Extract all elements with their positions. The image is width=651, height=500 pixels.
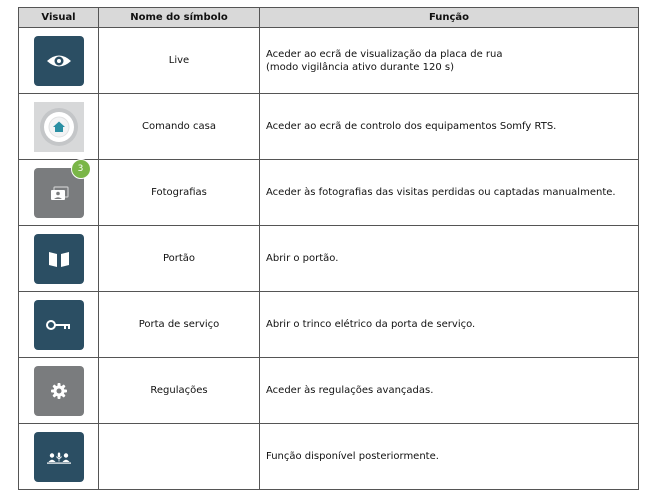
symbol-name: Portão	[99, 226, 260, 292]
header-function: Função	[260, 8, 639, 28]
key-tile	[34, 300, 84, 350]
contacts-icon	[34, 432, 84, 482]
symbol-function: Aceder às regulações avançadas.	[260, 358, 639, 424]
header-row	[19, 8, 639, 28]
gate-icon	[34, 234, 84, 284]
table-row	[19, 292, 639, 358]
home-icon	[34, 102, 84, 152]
symbol-name	[99, 424, 260, 490]
key-icon	[34, 300, 84, 350]
table-row	[19, 358, 639, 424]
symbol-name: Live	[99, 28, 260, 94]
live-tile	[34, 36, 84, 86]
table-row	[19, 160, 639, 226]
settings-tile	[34, 366, 84, 416]
eye-icon	[34, 36, 84, 86]
table-row	[19, 424, 639, 490]
home-tile	[34, 102, 84, 152]
symbol-name: Fotografias	[99, 160, 260, 226]
contacts-tile	[34, 432, 84, 482]
gate-tile	[34, 234, 84, 284]
symbols-table	[18, 7, 639, 490]
table-row	[19, 28, 639, 94]
symbol-name: Regulações	[99, 358, 260, 424]
table-row	[19, 94, 639, 160]
symbol-function: Abrir o trinco elétrico da porta de serviço.	[260, 292, 639, 358]
gear-icon	[34, 366, 84, 416]
symbol-name: Comando casa	[99, 94, 260, 160]
table-row	[19, 226, 639, 292]
symbol-function: Aceder às fotografias das visitas perdidas ou captadas manualmente.	[260, 160, 639, 226]
symbol-name: Porta de serviço	[99, 292, 260, 358]
photos-count-badge: 3	[71, 159, 91, 179]
header-name: Nome do símbolo	[99, 8, 260, 28]
header-visual: Visual	[19, 8, 99, 28]
symbol-function: Aceder ao ecrã de controlo dos equipamentos Somfy RTS.	[260, 94, 639, 160]
symbol-function: Função disponível posteriormente.	[260, 424, 639, 490]
symbol-function: Abrir o portão.	[260, 226, 639, 292]
symbol-function: Aceder ao ecrã de visualização da placa de rua (modo vigilância ativo durante 120 s)	[260, 28, 639, 94]
